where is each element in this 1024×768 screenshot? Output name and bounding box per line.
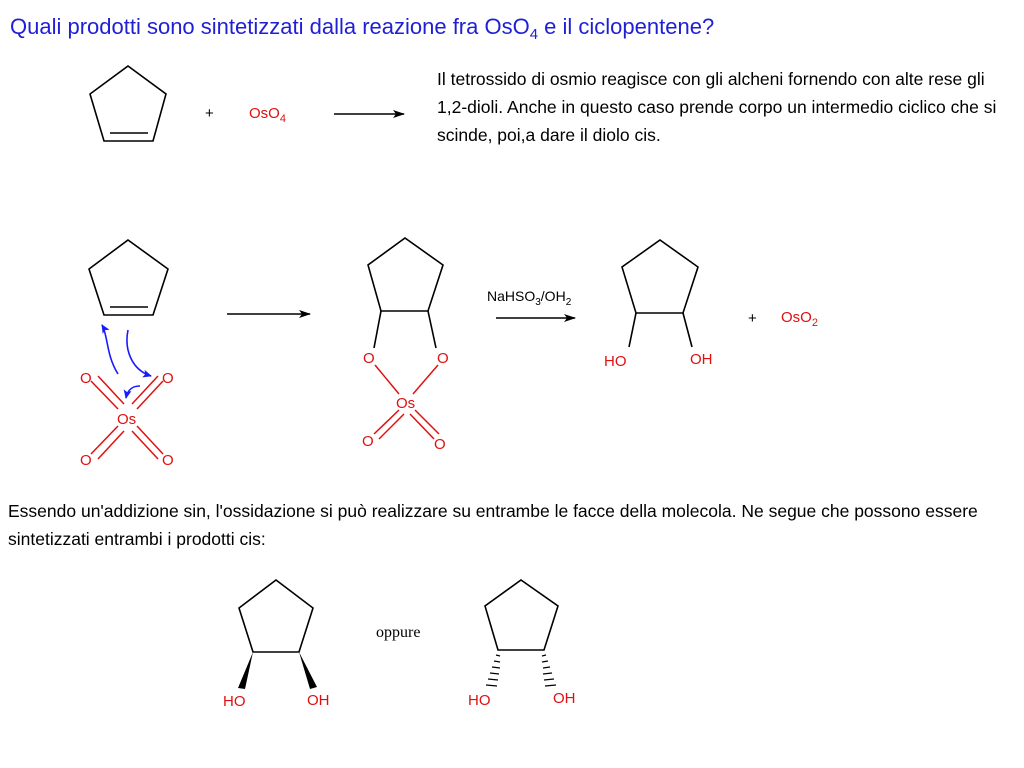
hashed-product-ho-label: HO [468,692,491,709]
slide-title: Quali prodotti sono sintetizzati dalla reazione fra OsO$_4$ e il ciclopentene? [10,14,715,43]
cis-diol-product [622,240,698,347]
intermediate-oxygen-bottom-left: O [362,433,374,450]
hydrolysis-reagent-label: $NaHSO_3/OH_2$ [487,288,572,308]
oso4-oxygen-bottom-right: O [162,452,174,469]
hashed-product-oh-label: OH [553,690,576,707]
cis-diol-wedge-product [238,580,317,689]
intro-paragraph: Il tetrossido di osmio reagisce con gli alcheni fornendo con alte rese gli 1,2-dioli. Anche in questo caso prende corpo un intermedio ciclico che si scinde, poi,a dare il diolo cis. [437,69,997,145]
diol-oh-label: OH [690,351,713,368]
oso4-osmium: Os [117,411,137,428]
oppure-label: oppure [376,624,421,641]
oso4-reagent-label: OsO$_4$ [249,105,286,125]
wedge-product-ho-label: HO [223,693,246,710]
mechanism-cyclopentene [89,240,168,315]
diol-ho-label: HO [604,353,627,370]
intermediate-osmium: Os [396,395,416,412]
oso4-oxygen-bottom-left: O [80,452,92,469]
wedge-product-oh-label: OH [307,692,330,709]
mechanism-plus: + [748,310,757,327]
oso4-oxygen-top-left: O [80,370,92,387]
intermediate-oxygen-right: O [437,350,449,367]
osmate-ester-intermediate [368,238,443,348]
oso2-byproduct-label: OsO$_2$ [781,309,818,329]
cyclopentene-molecule [90,66,166,141]
intermediate-oxygen-left: O [363,350,375,367]
bottom-paragraph: Essendo un'addizione sin, l'ossidazione si può realizzare su entrambe le facce della molecola. Ne segue che possono essere sintetizzati entrambi i prodotti cis: [8,501,978,549]
cis-diol-hashed-product [485,580,558,686]
reaction1-plus: + [205,105,214,122]
intermediate-oxygen-bottom-right: O [434,436,446,453]
oso4-oxygen-top-right: O [162,370,174,387]
curved-electron-arrows [102,325,151,398]
